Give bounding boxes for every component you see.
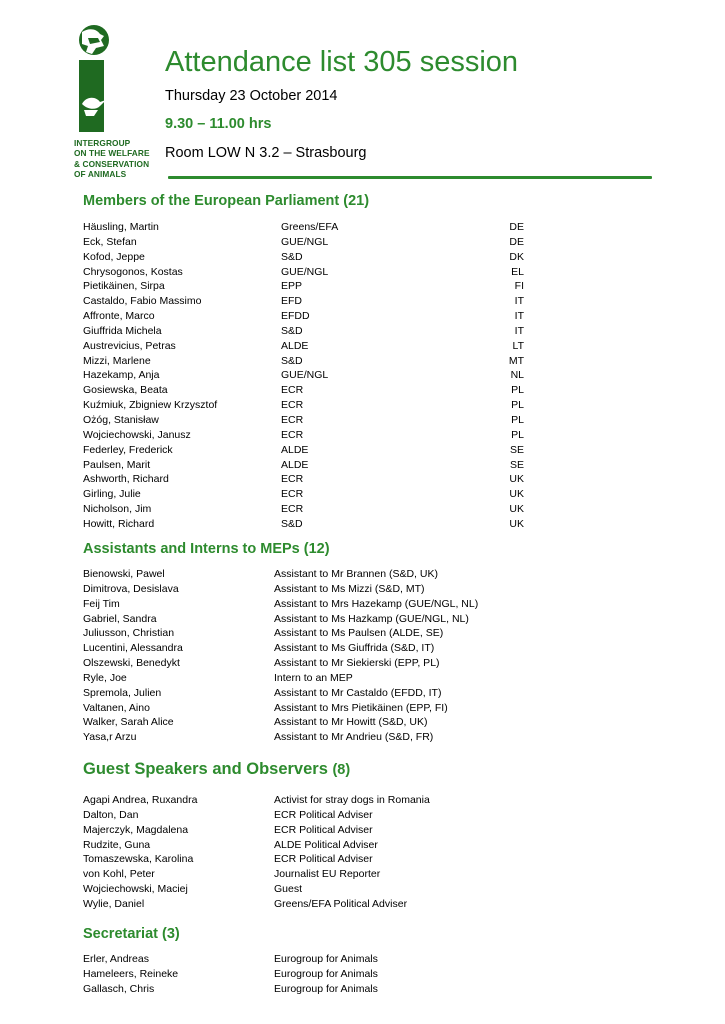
header-divider <box>168 176 652 179</box>
member-country: IT <box>514 310 524 323</box>
attendee-name: Gabriel, Sandra <box>83 612 157 625</box>
page-title: Attendance list 305 session <box>165 46 519 78</box>
member-name: Nicholson, Jim <box>83 503 152 516</box>
attendee-role: Assistant to Ms Mizzi (S&D, MT) <box>274 582 425 595</box>
member-country: IT <box>514 324 524 337</box>
guests-heading <box>83 760 350 779</box>
attendee-role: ALDE Political Adviser <box>274 838 378 851</box>
attendee-name: Dalton, Dan <box>83 808 139 821</box>
member-name: Ashworth, Richard <box>83 473 169 486</box>
intergroup-logo <box>74 24 154 180</box>
session-room: Room LOW N 3.2 – Strasbourg <box>165 145 367 161</box>
intergroup-logo-icon <box>74 24 110 134</box>
member-group: GUE/NGL <box>281 369 329 382</box>
attendee-name: Rudzite, Guna <box>83 838 151 851</box>
member-country: PL <box>511 399 524 412</box>
logo-text-line: ON THE WELFARE <box>74 148 150 159</box>
member-name: Häusling, Martin <box>83 221 159 233</box>
member-country: UK <box>509 517 524 530</box>
attendee-name: Tomaszewska, Karolina <box>83 853 194 866</box>
member-country: SE <box>509 458 524 471</box>
member-group: GUE/NGL <box>281 265 329 278</box>
member-group: ECR <box>281 413 304 426</box>
member-name: Hazekamp, Anja <box>83 369 160 382</box>
member-group: ECR <box>281 384 304 397</box>
attendee-role: Assistant to Mr Brannen (S&D, UK) <box>274 568 438 580</box>
member-group: ECR <box>281 473 304 486</box>
attendee-role: Assistant to Mrs Pietikäinen (EPP, FI) <box>274 701 448 714</box>
member-name: Gosiewska, Beata <box>83 384 168 397</box>
member-country: MT <box>508 354 524 367</box>
attendee-name: Bienowski, Pawel <box>83 568 165 580</box>
attendee-role: Assistant to Mrs Hazekamp (GUE/NGL, NL) <box>274 597 479 610</box>
member-country: DE <box>509 221 524 233</box>
attendee-role: Greens/EFA Political Adviser <box>274 897 408 910</box>
attendee-role: Journalist EU Reporter <box>274 868 381 881</box>
attendee-name: Feij Tim <box>83 597 120 610</box>
member-country: LT <box>512 339 524 352</box>
attendee-role: Activist for stray dogs in Romania <box>274 794 430 806</box>
logo-text-line: INTERGROUP <box>74 138 131 148</box>
member-group: Greens/EFA <box>281 221 339 233</box>
member-name: Mizzi, Marlene <box>83 354 151 367</box>
logo-text-line: OF ANIMALS <box>74 169 127 180</box>
attendee-name: Dimitrova, Desislava <box>83 582 179 595</box>
attendee-name: Wylie, Daniel <box>83 897 145 910</box>
member-country: DK <box>509 250 524 263</box>
attendee-name: Walker, Sarah Alice <box>83 716 174 729</box>
attendee-role: ECR Political Adviser <box>274 853 373 866</box>
guests-heading-count: (8) <box>332 762 351 778</box>
logo-text <box>74 138 154 180</box>
member-country: UK <box>509 473 524 486</box>
member-group: GUE/NGL <box>281 235 329 248</box>
member-name: Ożóg, Stanisław <box>83 413 159 426</box>
member-country: PL <box>511 384 524 397</box>
member-country: IT <box>514 295 524 308</box>
attendee-role: Assistant to Mr Siekierski (EPP, PL) <box>274 657 440 670</box>
member-group: EFDD <box>281 310 310 323</box>
attendee-name: Hameleers, Reineke <box>83 967 179 980</box>
attendee-role: ECR Political Adviser <box>274 808 373 821</box>
member-name: Federley, Frederick <box>83 443 173 456</box>
attendee-name: von Kohl, Peter <box>83 868 155 881</box>
attendee-role: Assistant to Mr Howitt (S&D, UK) <box>274 716 428 729</box>
session-time: 9.30 – 11.00 hrs <box>165 116 272 132</box>
member-name: Pietikäinen, Sirpa <box>83 280 165 293</box>
member-country: NL <box>510 369 524 382</box>
member-group: ECR <box>281 428 304 441</box>
secretariat-heading: Secretariat (3) <box>83 926 180 942</box>
member-country: PL <box>511 413 524 426</box>
member-name: Chrysogonos, Kostas <box>83 265 183 278</box>
member-country: UK <box>509 488 524 501</box>
attendee-role: Intern to an MEP <box>274 671 353 684</box>
attendee-name: Majerczyk, Magdalena <box>83 823 189 836</box>
attendee-role: Assistant to Mr Castaldo (EFDD, IT) <box>274 686 442 699</box>
attendee-role: Assistant to Ms Hazkamp (GUE/NGL, NL) <box>274 612 469 625</box>
guests-heading-label: Guest Speakers and Observers <box>83 760 328 778</box>
member-name: Giuffrida Michela <box>83 324 162 337</box>
member-country: PL <box>511 428 524 441</box>
attendee-name: Juliusson, Christian <box>83 627 175 640</box>
member-group: ALDE <box>281 458 309 471</box>
attendee-name: Agapi Andrea, Ruxandra <box>83 794 198 806</box>
attendee-role: ECR Political Adviser <box>274 823 373 836</box>
session-date: Thursday 23 October 2014 <box>165 88 338 104</box>
meps-heading: Members of the European Parliament (21) <box>83 193 370 209</box>
member-name: Affronte, Marco <box>83 310 155 323</box>
attendee-name: Lucentini, Alessandra <box>83 642 183 655</box>
member-name: Eck, Stefan <box>83 235 137 248</box>
member-group: EFD <box>281 295 302 308</box>
member-country: SE <box>509 443 524 456</box>
member-country: UK <box>509 503 524 516</box>
attendee-name: Wojciechowski, Maciej <box>83 883 188 896</box>
member-name: Girling, Julie <box>83 488 141 501</box>
attendee-role: Assistant to Ms Giuffrida (S&D, IT) <box>274 642 435 655</box>
attendee-role: Assistant to Mr Andrieu (S&D, FR) <box>274 731 434 744</box>
member-group: ALDE <box>281 339 309 352</box>
member-group: EPP <box>281 280 303 293</box>
member-name: Kuźmiuk, Zbigniew Krzysztof <box>83 399 218 412</box>
member-name: Paulsen, Marit <box>83 458 151 471</box>
member-country: FI <box>514 280 524 293</box>
attendee-role: Eurogroup for Animals <box>274 953 378 965</box>
attendee-name: Yasa,r Arzu <box>83 731 137 744</box>
attendee-name: Olszewski, Benedykt <box>83 657 180 670</box>
member-group: S&D <box>281 250 303 263</box>
attendee-role: Guest <box>274 883 303 896</box>
logo-text-line: & CONSERVATION <box>74 158 150 169</box>
member-group: S&D <box>281 354 303 367</box>
attendee-name: Erler, Andreas <box>83 953 149 965</box>
member-name: Kofod, Jeppe <box>83 250 145 263</box>
member-name: Howitt, Richard <box>83 517 155 530</box>
member-group: ALDE <box>281 443 309 456</box>
attendee-name: Gallasch, Chris <box>83 982 155 995</box>
member-group: ECR <box>281 488 304 501</box>
attendee-role: Assistant to Ms Paulsen (ALDE, SE) <box>274 627 444 640</box>
attendee-name: Valtanen, Aino <box>83 701 150 714</box>
attendee-role: Eurogroup for Animals <box>274 982 378 995</box>
member-country: DE <box>509 235 524 248</box>
attendee-name: Spremola, Julien <box>83 686 162 699</box>
member-country: EL <box>511 265 524 278</box>
member-name: Austrevicius, Petras <box>83 339 176 352</box>
member-group: S&D <box>281 324 303 337</box>
member-name: Castaldo, Fabio Massimo <box>83 295 202 308</box>
attendee-role: Eurogroup for Animals <box>274 967 378 980</box>
member-group: ECR <box>281 399 304 412</box>
member-group: ECR <box>281 503 304 516</box>
member-group: S&D <box>281 517 303 530</box>
assistants-heading: Assistants and Interns to MEPs (12) <box>83 541 330 557</box>
member-name: Wojciechowski, Janusz <box>83 428 191 441</box>
attendee-name: Ryle, Joe <box>83 671 127 684</box>
